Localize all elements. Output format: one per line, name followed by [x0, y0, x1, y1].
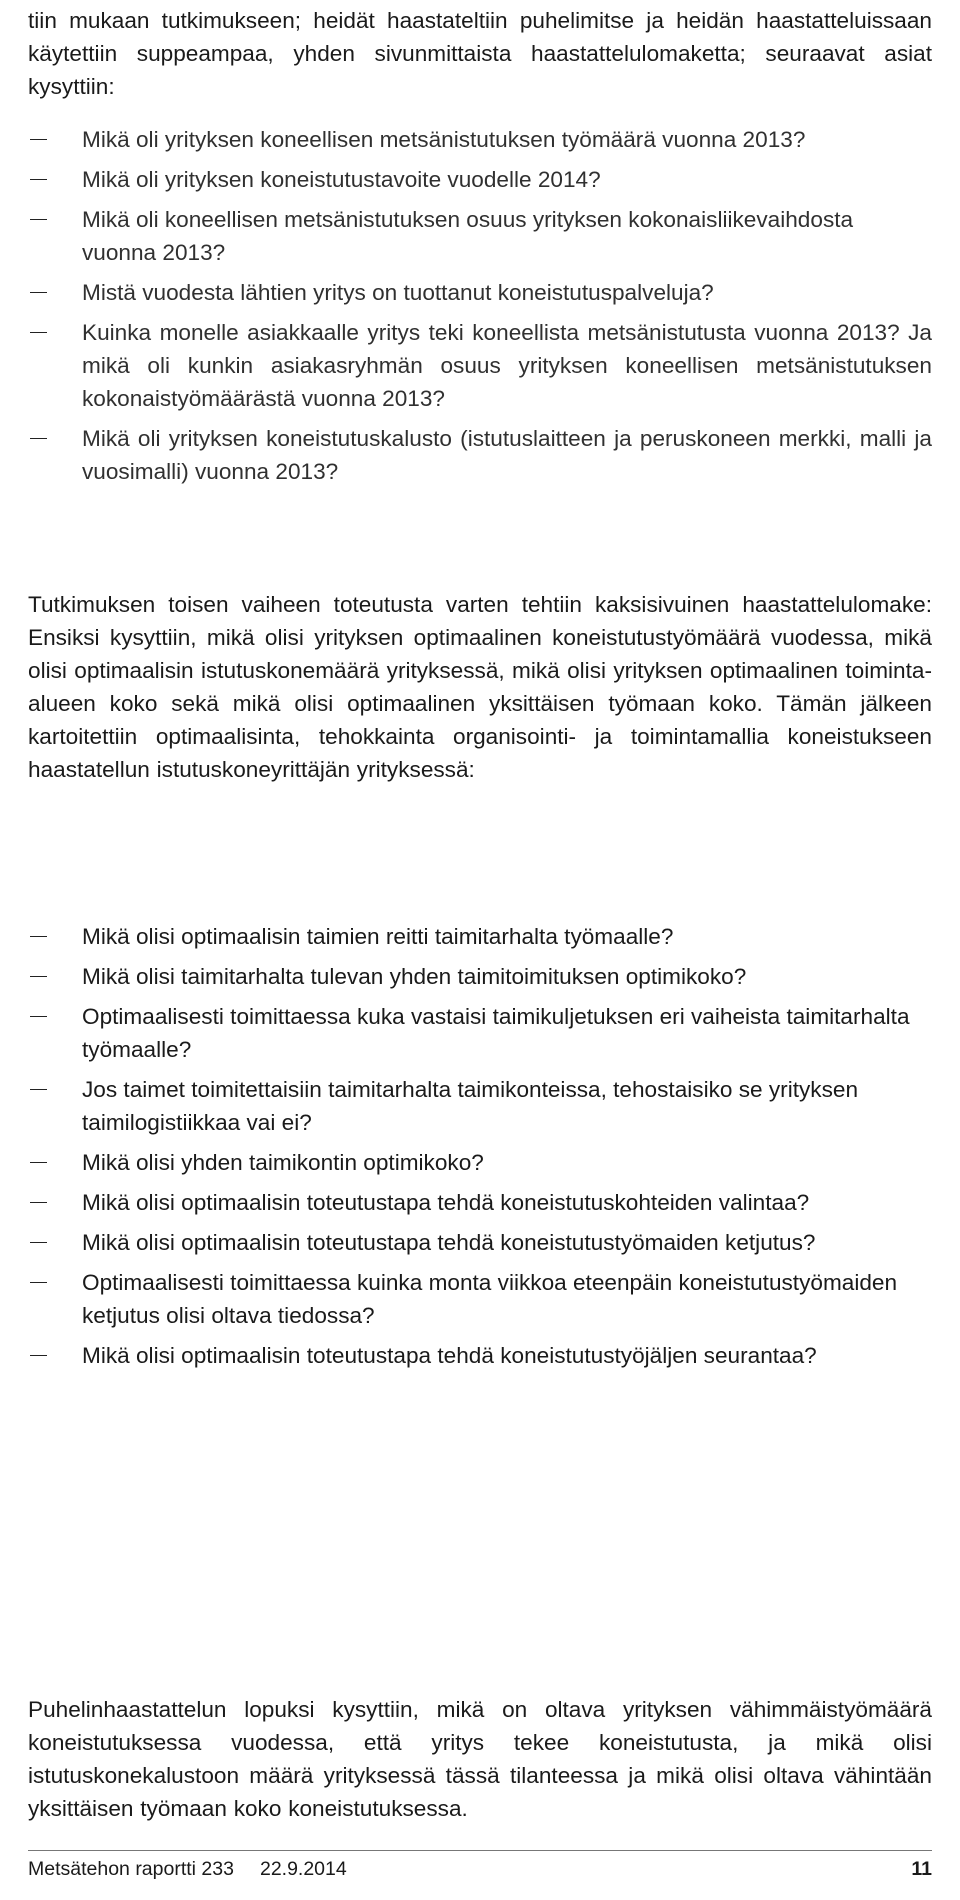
list-item: Mikä oli yrityksen koneistutuskalusto (istutuslaitteen ja peruskoneen merkki, malli ja vuosimalli) vuonna 2013?: [0, 422, 960, 488]
list-item: Mikä oli yrityksen koneellisen metsänistutuksen työmäärä vuonna 2013?: [0, 123, 960, 156]
list-item: Mikä olisi optimaalisin toteutustapa tehdä koneistutuskohteiden valintaa?: [0, 1186, 960, 1219]
dash-bullet-icon: [30, 1162, 47, 1163]
list-item: Kuinka monelle asiakkaalle yritys teki koneellista metsänistutusta vuonna 2013? Ja mikä oli kunkin asiakasryhmän osuus yrityksen koneellisen metsänistutuksen kokonaistyömäärästä vuonna 2013?: [0, 316, 960, 415]
dash-bullet-icon: [30, 292, 47, 293]
dash-bullet-icon: [30, 179, 47, 180]
dash-bullet-icon: [30, 1016, 47, 1017]
list-item: Optimaalisesti toimittaessa kuka vastaisi taimikuljetuksen eri vaiheista taimitarhalta työmaalle?: [0, 1000, 960, 1066]
dash-bullet-icon: [30, 1089, 47, 1090]
closing-paragraph: Puhelinhaastattelun lopuksi kysyttiin, mikä on oltava yrityksen vähimmäistyömäärä koneistutuksessa vuodessa, että yritys tekee koneistutusta, ja mikä olisi istutuskonekalustoon määrä yrityksessä tässä tilanteessa ja mikä olisi oltava vähintään yksittäisen työmaan koko koneistutuksessa.: [28, 1697, 932, 1821]
page-number: 11: [911, 1858, 932, 1880]
dash-bullet-icon: [30, 936, 47, 937]
publication-title: Metsätehon raportti 233: [28, 1858, 234, 1880]
second-question-list: [0, 920, 960, 1379]
second-phase-paragraph: Tutkimuksen toisen vaiheen toteutusta varten tehtiin kaksisivuinen haastattelulomake: Ensiksi kysyttiin, mikä olisi yrityksen optimaalinen koneistutustyömäärä vuodessa, mikä olisi optimaalisin istutuskonemäärä yrityksessä, mikä olisi yrityksen optimaalinen toiminta-alueen koko sekä mikä olisi optimaalinen yksittäisen työmaan koko. Tämän jälkeen kartoitettiin optimaalisinta, tehokkainta organisointi- ja toimintamallia koneistukseen haastatellun istutuskoneyrittäjän yrityksessä:: [28, 592, 932, 782]
dash-bullet-icon: [30, 219, 47, 220]
list-item: Mikä oli koneellisen metsänistutuksen osuus yrityksen kokonaisliikevaihdosta vuonna 2013?: [0, 203, 960, 269]
dash-bullet-icon: [30, 139, 47, 140]
list-item: Optimaalisesti toimittaessa kuinka monta viikkoa eteenpäin koneistutustyömaiden ketjutus olisi oltava tiedossa?: [0, 1266, 960, 1332]
list-item: Mikä olisi optimaalisin taimien reitti taimitarhalta työmaalle?: [0, 920, 960, 953]
dash-bullet-icon: [30, 438, 47, 439]
publication-date: 22.9.2014: [259, 1858, 347, 1880]
dash-bullet-icon: [30, 1202, 47, 1203]
dash-bullet-icon: [30, 1355, 47, 1356]
list-item: Jos taimet toimitettaisiin taimitarhalta taimikonteissa, tehostaisiko se yrityksen taimilogistiikkaa vai ei?: [0, 1073, 960, 1139]
list-item: Mikä olisi optimaalisin toteutustapa tehdä koneistutustyöjäljen seurantaa?: [0, 1339, 960, 1372]
page-footer: [28, 1855, 932, 1883]
intro-paragraph: tiin mukaan tutkimukseen; heidät haastateltiin puhelimitse ja heidän haastatteluissaan käytettiin suppeampaa, yhden sivunmittaista haastattelulomaketta; seuraavat asiat kysyttiin:: [28, 8, 932, 99]
dash-bullet-icon: [30, 976, 47, 977]
list-item: Mikä oli yrityksen koneistutustavoite vuodelle 2014?: [0, 163, 960, 196]
first-question-list: [0, 123, 960, 495]
dash-bullet-icon: [30, 332, 47, 333]
list-item: Mikä olisi yhden taimikontin optimikoko?: [0, 1146, 960, 1179]
dash-bullet-icon: [30, 1242, 47, 1243]
footer-divider: [28, 1850, 932, 1851]
list-item: Mikä olisi optimaalisin toteutustapa tehdä koneistutustyömaiden ketjutus?: [0, 1226, 960, 1259]
list-item: Mikä olisi taimitarhalta tulevan yhden taimitoimituksen optimikoko?: [0, 960, 960, 993]
list-item: Mistä vuodesta lähtien yritys on tuottanut koneistutuspalveluja?: [0, 276, 960, 309]
dash-bullet-icon: [30, 1282, 47, 1283]
footer-left: [28, 1855, 347, 1883]
